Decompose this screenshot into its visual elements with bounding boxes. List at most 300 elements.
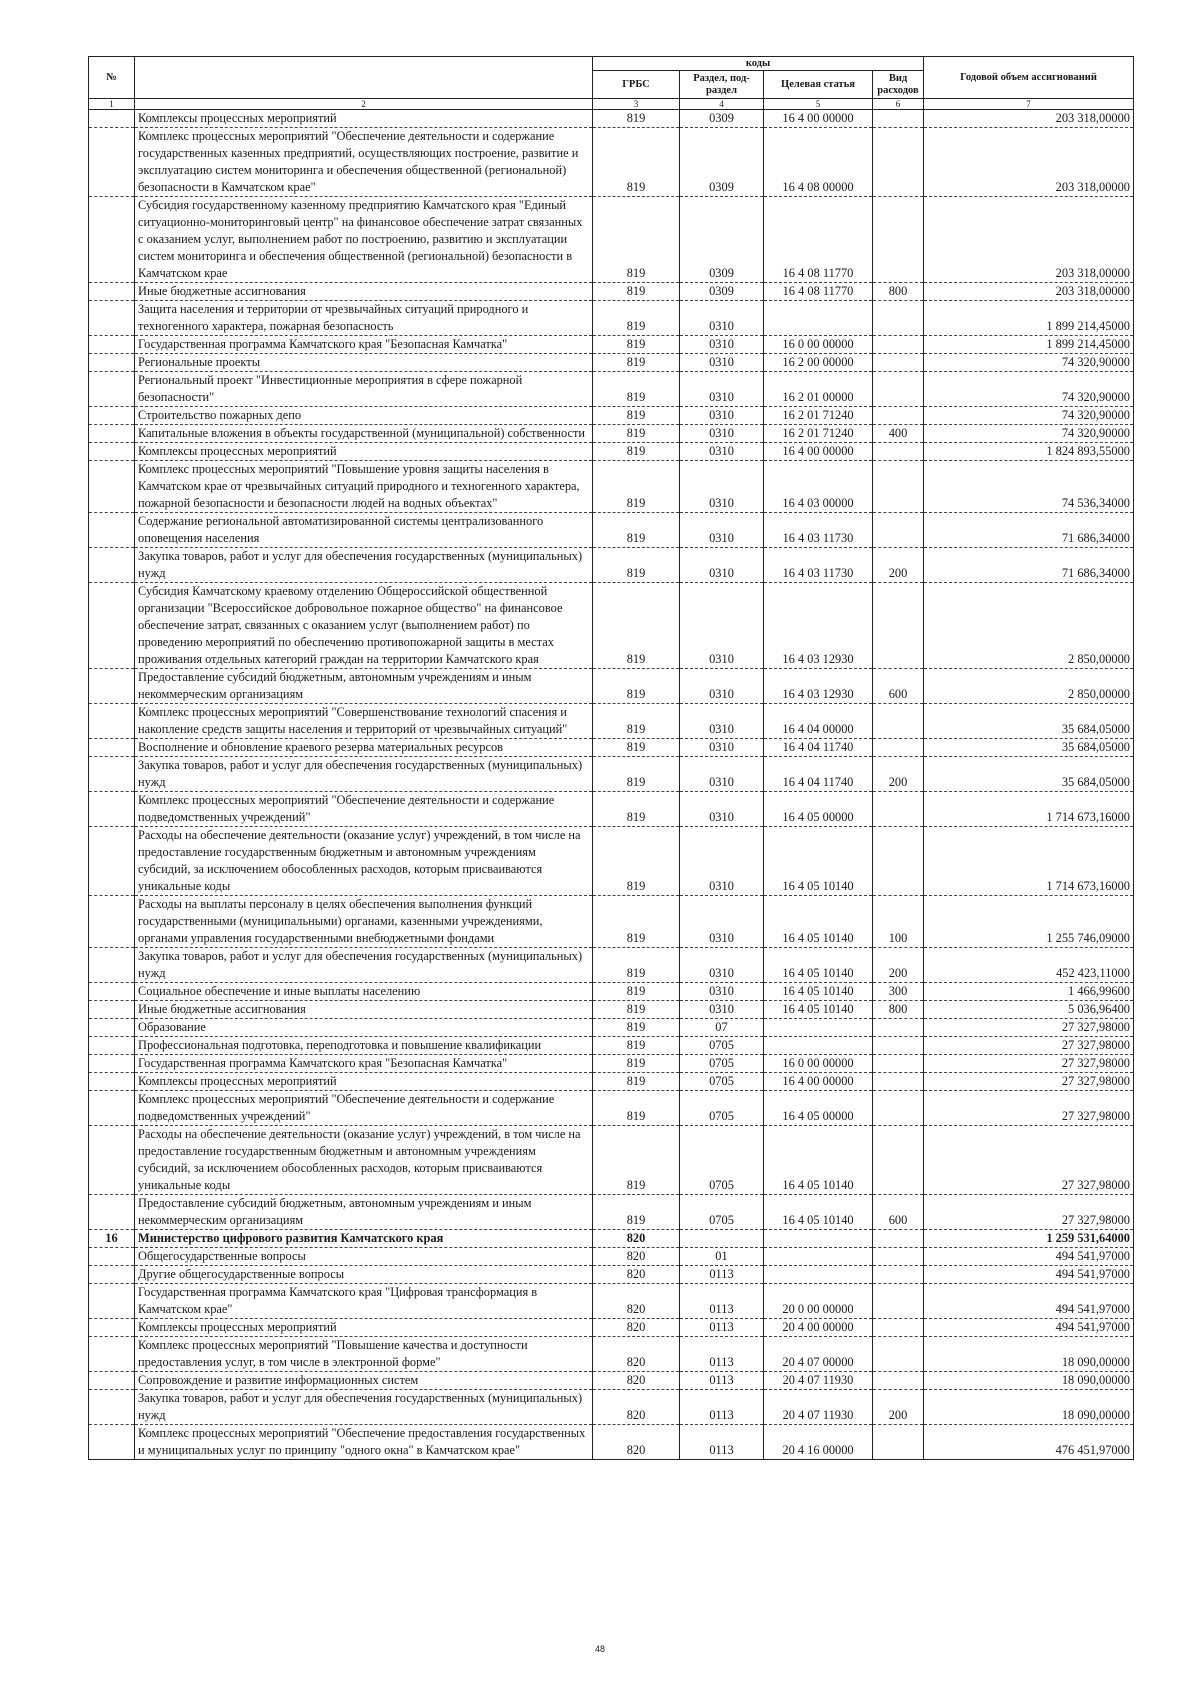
- row-vid: [873, 739, 924, 757]
- row-razdel: 0113: [680, 1337, 764, 1372]
- row-name: Комплекс процессных мероприятий "Совершенствование технологий спасения и накопление средств защиты населения и территорий от чрезвычайных ситуаций": [135, 704, 593, 739]
- row-vid: [873, 827, 924, 896]
- row-name: Защита населения и территории от чрезвычайных ситуаций природного и техногенного характера, пожарная безопасность: [135, 301, 593, 336]
- row-number: [89, 896, 135, 948]
- row-razdel: 0113: [680, 1266, 764, 1284]
- row-grbs: 819: [593, 896, 680, 948]
- table-row: [89, 896, 1134, 948]
- row-vid: 200: [873, 1390, 924, 1425]
- row-number: [89, 336, 135, 354]
- row-number: [89, 983, 135, 1001]
- row-sum: 203 318,00000: [924, 128, 1134, 197]
- row-razdel: 0705: [680, 1126, 764, 1195]
- row-razdel: 0310: [680, 896, 764, 948]
- row-celev: [764, 1230, 873, 1248]
- table-row: [89, 354, 1134, 372]
- row-celev: 16 4 08 00000: [764, 128, 873, 197]
- row-grbs: 819: [593, 757, 680, 792]
- row-sum: 35 684,05000: [924, 739, 1134, 757]
- table-row: [89, 513, 1134, 548]
- row-grbs: 819: [593, 301, 680, 336]
- row-number: [89, 948, 135, 983]
- table-row: [89, 1284, 1134, 1319]
- table-row: [89, 1073, 1134, 1091]
- row-razdel: 0310: [680, 827, 764, 896]
- row-number: [89, 1091, 135, 1126]
- row-grbs: 819: [593, 1055, 680, 1073]
- row-razdel: 0310: [680, 583, 764, 669]
- table-row: [89, 425, 1134, 443]
- table-row: [89, 704, 1134, 739]
- row-sum: 18 090,00000: [924, 1337, 1134, 1372]
- row-celev: [764, 301, 873, 336]
- row-sum: 1 466,99600: [924, 983, 1134, 1001]
- row-celev: 16 4 05 10140: [764, 948, 873, 983]
- row-vid: [873, 1284, 924, 1319]
- table-row: [89, 407, 1134, 425]
- row-vid: [873, 583, 924, 669]
- header-sum: Годовой объем ассигнований: [924, 57, 1134, 99]
- row-number: [89, 757, 135, 792]
- row-vid: [873, 792, 924, 827]
- row-celev: 16 4 04 11740: [764, 757, 873, 792]
- row-number: [89, 1126, 135, 1195]
- row-name: Иные бюджетные ассигнования: [135, 1001, 593, 1019]
- table-row: [89, 443, 1134, 461]
- row-vid: [873, 354, 924, 372]
- row-celev: 16 2 01 00000: [764, 372, 873, 407]
- table-body: [89, 110, 1134, 1460]
- table-row: [89, 1248, 1134, 1266]
- row-grbs: 820: [593, 1319, 680, 1337]
- row-razdel: 0310: [680, 425, 764, 443]
- row-celev: 16 4 05 10140: [764, 896, 873, 948]
- row-grbs: 819: [593, 1091, 680, 1126]
- row-name: Комплекс процессных мероприятий "Обеспечение деятельности и содержание подведомственных учреждений": [135, 792, 593, 827]
- row-name: Государственная программа Камчатского края "Безопасная Камчатка": [135, 336, 593, 354]
- table-row: [89, 372, 1134, 407]
- row-vid: [873, 1126, 924, 1195]
- row-name: Министерство цифрового развития Камчатского края: [135, 1230, 593, 1248]
- row-vid: [873, 1019, 924, 1037]
- row-sum: 203 318,00000: [924, 110, 1134, 128]
- row-razdel: 0310: [680, 983, 764, 1001]
- row-sum: 27 327,98000: [924, 1195, 1134, 1230]
- row-name: Образование: [135, 1019, 593, 1037]
- row-name: Строительство пожарных депо: [135, 407, 593, 425]
- row-sum: 1 824 893,55000: [924, 443, 1134, 461]
- row-grbs: 819: [593, 461, 680, 513]
- row-grbs: 819: [593, 197, 680, 283]
- row-grbs: 819: [593, 1001, 680, 1019]
- row-number: [89, 1055, 135, 1073]
- row-name: Комплекс процессных мероприятий "Обеспечение деятельности и содержание государственных казенных предприятий, осуществляющих построение, развитие и эксплуатацию систем мониторинга и обеспечения общественной (региональной) безопасности в Камчатском крае": [135, 128, 593, 197]
- table-row: [89, 197, 1134, 283]
- row-number: [89, 110, 135, 128]
- row-celev: 16 4 05 10140: [764, 1195, 873, 1230]
- row-name: Государственная программа Камчатского края "Цифровая трансформация в Камчатском крае": [135, 1284, 593, 1319]
- row-celev: 20 4 07 11930: [764, 1390, 873, 1425]
- row-celev: 16 4 05 10140: [764, 1126, 873, 1195]
- row-razdel: 07: [680, 1019, 764, 1037]
- row-vid: [873, 1248, 924, 1266]
- row-razdel: 0113: [680, 1390, 764, 1425]
- row-sum: 494 541,97000: [924, 1319, 1134, 1337]
- row-celev: 16 4 03 12930: [764, 669, 873, 704]
- row-celev: 16 4 00 00000: [764, 443, 873, 461]
- table-row: [89, 827, 1134, 896]
- row-sum: 74 536,34000: [924, 461, 1134, 513]
- row-vid: 100: [873, 896, 924, 948]
- row-razdel: 0310: [680, 739, 764, 757]
- header-grbs: ГРБС: [593, 71, 680, 99]
- row-sum: 203 318,00000: [924, 283, 1134, 301]
- row-number: [89, 1284, 135, 1319]
- row-number: [89, 443, 135, 461]
- row-vid: [873, 336, 924, 354]
- row-celev: 16 4 04 00000: [764, 704, 873, 739]
- row-name: Другие общегосударственные вопросы: [135, 1266, 593, 1284]
- col-number: 5: [764, 99, 873, 110]
- row-grbs: 819: [593, 336, 680, 354]
- row-sum: 71 686,34000: [924, 548, 1134, 583]
- col-number: 2: [135, 99, 593, 110]
- row-razdel: 0309: [680, 128, 764, 197]
- row-sum: 27 327,98000: [924, 1073, 1134, 1091]
- row-name: Региональный проект "Инвестиционные мероприятия в сфере пожарной безопасности": [135, 372, 593, 407]
- table-row: [89, 1337, 1134, 1372]
- row-vid: [873, 1319, 924, 1337]
- row-razdel: 0113: [680, 1372, 764, 1390]
- row-grbs: 819: [593, 704, 680, 739]
- row-name: Субсидия государственному казенному предприятию Камчатского края "Единый ситуационно-мониторинговый центр" на финансовое обеспечение затрат связанных с оказанием услуг, выполнением работ по построению, развитию и эксплуатации систем мониторинга и обеспечения общественной (региональной) безопасности в Камчатском крае: [135, 197, 593, 283]
- table-row: [89, 1372, 1134, 1390]
- row-sum: 18 090,00000: [924, 1372, 1134, 1390]
- table-row: [89, 669, 1134, 704]
- row-vid: [873, 1073, 924, 1091]
- row-grbs: 819: [593, 425, 680, 443]
- row-grbs: 820: [593, 1372, 680, 1390]
- row-name: Региональные проекты: [135, 354, 593, 372]
- row-number: [89, 354, 135, 372]
- row-vid: 600: [873, 1195, 924, 1230]
- row-grbs: 820: [593, 1337, 680, 1372]
- table-row: [89, 1019, 1134, 1037]
- row-razdel: 0310: [680, 704, 764, 739]
- row-name: Комплекс процессных мероприятий "Обеспечение предоставления государственных и муниципальных услуг по принципу "одного окна" в Камчатском крае": [135, 1425, 593, 1460]
- row-celev: 16 4 05 00000: [764, 1091, 873, 1126]
- row-razdel: 01: [680, 1248, 764, 1266]
- row-sum: 2 850,00000: [924, 669, 1134, 704]
- row-vid: 300: [873, 983, 924, 1001]
- row-number: [89, 1337, 135, 1372]
- col-number: 4: [680, 99, 764, 110]
- row-name: Социальное обеспечение и иные выплаты населению: [135, 983, 593, 1001]
- row-name: Комплекс процессных мероприятий "Обеспечение деятельности и содержание подведомственных учреждений": [135, 1091, 593, 1126]
- row-celev: 20 4 07 11930: [764, 1372, 873, 1390]
- row-name: Общегосударственные вопросы: [135, 1248, 593, 1266]
- row-grbs: 820: [593, 1284, 680, 1319]
- row-sum: 203 318,00000: [924, 197, 1134, 283]
- row-number: [89, 1037, 135, 1055]
- table-row: [89, 1055, 1134, 1073]
- row-grbs: 819: [593, 669, 680, 704]
- row-sum: 74 320,90000: [924, 372, 1134, 407]
- row-celev: 16 4 03 11730: [764, 548, 873, 583]
- row-number: 16: [89, 1230, 135, 1248]
- row-grbs: 820: [593, 1230, 680, 1248]
- table-row: [89, 1266, 1134, 1284]
- row-name: Закупка товаров, работ и услуг для обеспечения государственных (муниципальных) нужд: [135, 948, 593, 983]
- row-name: Расходы на обеспечение деятельности (оказание услуг) учреждений, в том числе на предоставление государственным бюджетным и автономным учреждениям субсидий, за исключением обособленных расходов, которым присваиваются уникальные коды: [135, 827, 593, 896]
- row-razdel: 0113: [680, 1319, 764, 1337]
- row-name: Комплекс процессных мероприятий "Повышение качества и доступности предоставления услуг, в том числе в электронной форме": [135, 1337, 593, 1372]
- row-celev: [764, 1266, 873, 1284]
- row-vid: [873, 1037, 924, 1055]
- row-razdel: 0310: [680, 548, 764, 583]
- row-razdel: 0309: [680, 197, 764, 283]
- row-number: [89, 792, 135, 827]
- row-number: [89, 372, 135, 407]
- row-name: Предоставление субсидий бюджетным, автономным учреждениям и иным некоммерческим организациям: [135, 669, 593, 704]
- row-number: [89, 1319, 135, 1337]
- row-name: Комплексы процессных мероприятий: [135, 443, 593, 461]
- row-celev: 16 0 00 00000: [764, 336, 873, 354]
- table-row: [89, 1390, 1134, 1425]
- row-grbs: 820: [593, 1390, 680, 1425]
- row-number: [89, 301, 135, 336]
- row-grbs: 820: [593, 1425, 680, 1460]
- row-grbs: 819: [593, 983, 680, 1001]
- row-name: Содержание региональной автоматизированной системы централизованного оповещения населения: [135, 513, 593, 548]
- row-sum: 27 327,98000: [924, 1019, 1134, 1037]
- row-grbs: 819: [593, 372, 680, 407]
- header-razdel: Раздел, под-раздел: [680, 71, 764, 99]
- row-grbs: 819: [593, 407, 680, 425]
- row-grbs: 819: [593, 513, 680, 548]
- table-row: [89, 301, 1134, 336]
- table-row: [89, 1037, 1134, 1055]
- row-vid: 600: [873, 669, 924, 704]
- row-grbs: 820: [593, 1248, 680, 1266]
- row-celev: 16 4 08 11770: [764, 197, 873, 283]
- row-number: [89, 513, 135, 548]
- row-grbs: 819: [593, 1037, 680, 1055]
- row-celev: 16 2 01 71240: [764, 407, 873, 425]
- row-celev: 16 4 08 11770: [764, 283, 873, 301]
- row-number: [89, 1001, 135, 1019]
- table-row: [89, 757, 1134, 792]
- header-name: [135, 57, 593, 99]
- row-vid: [873, 128, 924, 197]
- row-vid: [873, 372, 924, 407]
- row-razdel: [680, 1230, 764, 1248]
- row-vid: [873, 1337, 924, 1372]
- row-sum: 494 541,97000: [924, 1248, 1134, 1266]
- row-vid: 200: [873, 757, 924, 792]
- row-number: [89, 1019, 135, 1037]
- row-name: Комплексы процессных мероприятий: [135, 1319, 593, 1337]
- row-sum: 74 320,90000: [924, 425, 1134, 443]
- row-vid: [873, 1425, 924, 1460]
- row-name: Комплексы процессных мероприятий: [135, 1073, 593, 1091]
- row-vid: [873, 1230, 924, 1248]
- row-vid: [873, 513, 924, 548]
- row-name: Расходы на обеспечение деятельности (оказание услуг) учреждений, в том числе на предоставление государственным бюджетным и автономным учреждениям субсидий, за исключением обособленных расходов, которым присваиваются уникальные коды: [135, 1126, 593, 1195]
- row-grbs: 819: [593, 1073, 680, 1091]
- row-number: [89, 197, 135, 283]
- row-grbs: 819: [593, 583, 680, 669]
- table-row: [89, 1091, 1134, 1126]
- table-row: [89, 110, 1134, 128]
- row-number: [89, 1425, 135, 1460]
- row-sum: 1 714 673,16000: [924, 827, 1134, 896]
- row-celev: 16 4 05 00000: [764, 792, 873, 827]
- row-razdel: 0113: [680, 1284, 764, 1319]
- row-vid: [873, 1372, 924, 1390]
- row-razdel: 0705: [680, 1037, 764, 1055]
- row-celev: [764, 1037, 873, 1055]
- row-sum: 1 255 746,09000: [924, 896, 1134, 948]
- row-sum: 74 320,90000: [924, 354, 1134, 372]
- row-vid: [873, 301, 924, 336]
- row-vid: [873, 197, 924, 283]
- row-celev: 20 0 00 00000: [764, 1284, 873, 1319]
- row-celev: 16 4 00 00000: [764, 110, 873, 128]
- row-celev: 16 4 03 12930: [764, 583, 873, 669]
- row-name: Расходы на выплаты персоналу в целях обеспечения выполнения функций государственными (муниципальными) органами, казенными учреждениями, органами управления государственными внебюджетными фондами: [135, 896, 593, 948]
- row-razdel: 0310: [680, 372, 764, 407]
- row-number: [89, 1390, 135, 1425]
- row-vid: [873, 110, 924, 128]
- row-razdel: 0310: [680, 336, 764, 354]
- row-grbs: 819: [593, 948, 680, 983]
- row-number: [89, 704, 135, 739]
- row-sum: 27 327,98000: [924, 1091, 1134, 1126]
- table-row: [89, 1126, 1134, 1195]
- row-celev: 16 4 05 10140: [764, 827, 873, 896]
- row-number: [89, 128, 135, 197]
- col-number: 6: [873, 99, 924, 110]
- row-number: [89, 827, 135, 896]
- row-vid: 200: [873, 548, 924, 583]
- row-razdel: 0310: [680, 443, 764, 461]
- header-column-numbers: [89, 99, 1134, 110]
- header-vid: Вид расходов: [873, 71, 924, 99]
- row-number: [89, 739, 135, 757]
- row-razdel: 0309: [680, 110, 764, 128]
- row-vid: 800: [873, 1001, 924, 1019]
- table-row: [89, 1230, 1134, 1248]
- row-grbs: 819: [593, 110, 680, 128]
- row-grbs: 820: [593, 1266, 680, 1284]
- row-number: [89, 1195, 135, 1230]
- budget-table: [88, 56, 1134, 1460]
- header-codes: коды: [593, 57, 924, 71]
- row-sum: 452 423,11000: [924, 948, 1134, 983]
- col-number: 1: [89, 99, 135, 110]
- table-row: [89, 128, 1134, 197]
- row-sum: 71 686,34000: [924, 513, 1134, 548]
- row-number: [89, 548, 135, 583]
- table-row: [89, 1195, 1134, 1230]
- col-number: 7: [924, 99, 1134, 110]
- row-name: Комплекс процессных мероприятий "Повышение уровня защиты населения в Камчатском крае от чрезвычайных ситуаций природного и техногенного характера, пожарной безопасности и безопасности людей на водных объектах": [135, 461, 593, 513]
- table-row: [89, 1425, 1134, 1460]
- table-row: [89, 548, 1134, 583]
- row-vid: [873, 704, 924, 739]
- row-razdel: 0310: [680, 948, 764, 983]
- row-number: [89, 461, 135, 513]
- row-sum: 476 451,97000: [924, 1425, 1134, 1460]
- row-razdel: 0310: [680, 513, 764, 548]
- row-number: [89, 283, 135, 301]
- row-celev: 16 0 00 00000: [764, 1055, 873, 1073]
- row-grbs: 819: [593, 1195, 680, 1230]
- row-name: Закупка товаров, работ и услуг для обеспечения государственных (муниципальных) нужд: [135, 1390, 593, 1425]
- table-row: [89, 983, 1134, 1001]
- row-sum: 5 036,96400: [924, 1001, 1134, 1019]
- table-row: [89, 583, 1134, 669]
- row-name: Комплексы процессных мероприятий: [135, 110, 593, 128]
- row-grbs: 819: [593, 827, 680, 896]
- row-celev: 16 4 00 00000: [764, 1073, 873, 1091]
- row-vid: [873, 1266, 924, 1284]
- row-razdel: 0310: [680, 1001, 764, 1019]
- row-sum: 1 259 531,64000: [924, 1230, 1134, 1248]
- row-sum: 74 320,90000: [924, 407, 1134, 425]
- row-vid: 400: [873, 425, 924, 443]
- row-grbs: 819: [593, 739, 680, 757]
- row-grbs: 819: [593, 354, 680, 372]
- row-vid: 800: [873, 283, 924, 301]
- row-name: Субсидия Камчатскому краевому отделению Общероссийской общественной организации "Всероссийское добровольное пожарное общество" на финансовое обеспечение затрат, связанных с оказанием услуг (выполнением работ) по проведению мероприятий по обеспечению противопожарной защиты в местах проживания отдельных категорий граждан на территории Камчатского края: [135, 583, 593, 669]
- row-celev: 16 4 05 10140: [764, 983, 873, 1001]
- row-name: Закупка товаров, работ и услуг для обеспечения государственных (муниципальных) нужд: [135, 757, 593, 792]
- row-number: [89, 425, 135, 443]
- row-number: [89, 1266, 135, 1284]
- row-number: [89, 669, 135, 704]
- row-razdel: 0309: [680, 283, 764, 301]
- row-grbs: 819: [593, 443, 680, 461]
- table-row: [89, 1319, 1134, 1337]
- table-row: [89, 336, 1134, 354]
- row-name: Восполнение и обновление краевого резерва материальных ресурсов: [135, 739, 593, 757]
- col-number: 3: [593, 99, 680, 110]
- row-grbs: 819: [593, 128, 680, 197]
- row-celev: [764, 1248, 873, 1266]
- table-row: [89, 792, 1134, 827]
- row-number: [89, 1248, 135, 1266]
- row-sum: 18 090,00000: [924, 1390, 1134, 1425]
- row-razdel: 0705: [680, 1055, 764, 1073]
- row-vid: [873, 1055, 924, 1073]
- row-sum: 494 541,97000: [924, 1266, 1134, 1284]
- page-number: 48: [594, 1644, 605, 1654]
- row-razdel: 0310: [680, 301, 764, 336]
- row-grbs: 819: [593, 1126, 680, 1195]
- table-row: [89, 461, 1134, 513]
- row-celev: 16 4 03 11730: [764, 513, 873, 548]
- row-celev: 16 2 01 71240: [764, 425, 873, 443]
- row-sum: 27 327,98000: [924, 1055, 1134, 1073]
- row-name: Государственная программа Камчатского края "Безопасная Камчатка": [135, 1055, 593, 1073]
- row-sum: 27 327,98000: [924, 1126, 1134, 1195]
- row-sum: 494 541,97000: [924, 1284, 1134, 1319]
- row-number: [89, 1073, 135, 1091]
- row-grbs: 819: [593, 792, 680, 827]
- row-celev: 20 4 16 00000: [764, 1425, 873, 1460]
